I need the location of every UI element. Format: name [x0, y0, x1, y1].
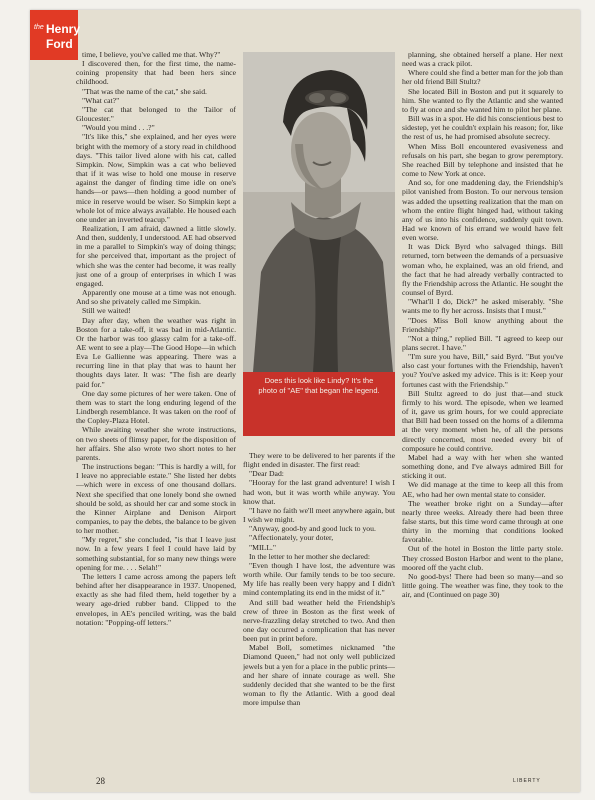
paragraph: "Anyway, good-by and good luck to you.: [249, 524, 376, 534]
paragraph: Where could she find a better man for the job than her old friend Bill Stultz?: [402, 68, 563, 87]
logo-ford: Ford: [46, 37, 73, 51]
paragraph: She located Bill in Boston and put it squarely to him. She wanted to fly the Atlantic and she wanted to fly at once and she wanted him to pilot her plane.: [402, 86, 563, 114]
paragraph: The instructions began: "This is hardly a will, for I leave no appreciable estate." She listed her debts—which were in excess of one thousand dollars. Next she specified that one lonely bond she owned should be sold, as should her car and some stock in the Kinner Airplane and Denison Airport companies, to pay the debts, the balance to be given to her mother.: [76, 462, 236, 536]
aviator-portrait-illustration: [243, 52, 395, 372]
aviator-photo: [243, 52, 395, 372]
text-column-middle: [243, 451, 395, 781]
paragraph: Realization, I am afraid, dawned a little slowly. And then, suddenly, I understood. AE had observed in me a parallel to Simpkin's way of doing things; for she perceived that, important as the project of which she was the center had become, it was really just one of a group of enterprises in which I was engaged.: [76, 223, 236, 288]
paragraph: Day after day, when the weather was right in Boston for a take-off, it was bad in mid-Atlantic. Or the harbor was too glassy calm for a take-off. AE went to see a play—The Good Hope—in which Eva Le Gallienne was appearing. There was a recurring line in that play that was to haunt her thoughts days later. It was: "The fish are dearly paid for.": [76, 315, 236, 389]
paragraph: And still bad weather held the Friendship's crew of three in Boston as the first week of nerve-frazzling delay stretched to two. And then one day occurred a complication that has never been put in print before.: [243, 597, 395, 644]
paragraph: I discovered then, for the first time, the name-coining propensity that had been hers since childhood.: [76, 59, 236, 87]
paragraph: One day some pictures of her were taken. One of them was to start the long enduring legend of the Lindbergh resemblance. It was taken on the roof of the Copley-Plaza Hotel.: [76, 388, 236, 426]
page-number: 28: [96, 776, 105, 786]
paragraph: Mabel Boll, sometimes nicknamed "the Diamond Queen," had not only well publicized jewels but a yen for a place in the public prints—and her share of innate courage as well. She suddenly decided that she wanted to be the first woman to fly the Atlantic. With a good deal more impulse than: [243, 643, 395, 708]
paragraph: Bill Stultz agreed to do just that—and stuck firmly to his word. The episode, when we learned of it, gave us grim hours, for we could appreciate that Bill had been tossed on the horns of a dilemma at the very moment when he, of all the persons directly concerned, most needed every bit of composure he could contrive.: [402, 388, 563, 453]
paragraph: Still we waited!: [82, 306, 131, 316]
paragraph: "My regret," she concluded, "is that I leave just now. In a few years I feel I could have laid by something substantial, for so many new things were opening for me. . . . Selah!": [76, 535, 236, 572]
paragraph: "The cat that belonged to the Tailor of Gloucester.": [76, 104, 236, 124]
paragraph: "Affectionately, your doter,: [249, 533, 334, 543]
paragraph: "Not a thing," replied Bill. "I agreed to keep our plans secret. I have.": [402, 333, 563, 352]
paragraph: No good-bys! There had been so many—and so little going. The weather was fine, they took to the air, and (Continued on page 30): [402, 571, 563, 600]
text-column-left: [76, 50, 236, 772]
paragraph: time, I believe, you've called me that. Why?": [82, 50, 221, 59]
logo-henry: Henry: [46, 22, 81, 36]
paragraph: The weather broke right on a Sunday—after nearly three weeks. Already there had been three false starts, but this time word came through at one thirty in the morning that conditions looked favorable.: [402, 498, 563, 545]
paragraph: While awaiting weather she wrote instructions, on two sheets of flimsy paper, for the disposition of her affairs. She also wrote two short notes to her parents.: [76, 425, 236, 462]
paragraph: When Miss Boll encountered evasiveness and refusals on his part, she began to grow peremptory. She reached Bill by telephone and insisted that he come to New York at once.: [402, 141, 563, 179]
paragraph: We did manage at the time to keep all this from AE, who had her own mental state to consider.: [402, 480, 563, 499]
logo-the: the: [34, 24, 44, 31]
paragraph: "Hooray for the last grand adventure! I wish I had won, but it was worth while anyway. You know that.: [243, 478, 395, 506]
paragraph: It was Dick Byrd who salvaged things. Bill returned, torn between the demands of a persuasive woman who, he explained, was an old friend, and the fact that he had already verbally contracted to fly the Friendship across the Atlantic. He sought the counsel of Byrd.: [402, 242, 563, 298]
magazine-page: [30, 10, 580, 792]
text-column-right: [402, 50, 563, 772]
paragraph: "It's like this," she explained, and her eyes were bright with the memory of a story read in childhood days. "This tailor lived alone with his cat, called Simpkin. Now, Simpkin was a cat who believed that if it was wise to hold one mouse in reserve against the danger of finding time idle on one's hands—or paws—then holding a good number of mice in reserve would be wiser. So Simpkin kept a whole lot of mice always available. He housed each one under an inverted teacup.": [76, 132, 236, 224]
paragraph: "Does Miss Boll know anything about the Friendship?": [402, 315, 563, 334]
paragraph: "I have no faith we'll meet anywhere again, but I wish we might.: [243, 505, 395, 525]
paragraph: "That was the name of the cat," she said.: [82, 86, 207, 96]
caption-line-1: Does this look like Lindy? It's the: [264, 376, 374, 385]
paragraph: "MILL.": [249, 542, 276, 552]
paragraph: Apparently one mouse at a time was not enough. And so she privately called me Simpkin.: [76, 288, 236, 307]
paragraph: "What cat?": [82, 95, 120, 105]
paragraph: The letters I came across among the papers left behind after her disappearance in 1937. Unopened, exactly as she had filed them, held together by a weary age-dried rubber band. Clipped to the envelopes, in AE's penciled writing, was the bald notation: "Popping-off letters.": [76, 571, 236, 627]
paragraph: Out of the hotel in Boston the little party stole. They crossed Boston Harbor and went to the plane, moored off the yacht club.: [402, 544, 563, 572]
paragraph: Bill was in a spot. He did his conscientious best to sidestep, yet he couldn't explain his reason; for, like the rest of us, he had promised absolute secrecy.: [402, 114, 563, 142]
paragraph: Mabel had a way with her when she wanted something done, and I've always admired Bill for sticking it out.: [402, 452, 563, 481]
paragraph: "Even though I have lost, the adventure was worth while. Our family tends to be too secure. My life has really been very happy and I didn't mind contemplating its end in the midst of it.": [243, 560, 395, 598]
paragraph: planning, she obtained herself a plane. Her next need was a crack pilot.: [402, 50, 563, 69]
paragraph: "I'm sure you have, Bill," said Byrd. "But you've also cast your fortunes with the Friendship, haven't you? You've asked my advice. This is it: Keep your fortunes cast with the Friendship.": [402, 352, 563, 389]
caption-line-2: photo of "AE" that began the legend.: [258, 385, 380, 395]
henry-ford-logo: [30, 10, 81, 60]
paragraph: "Dear Dad:: [249, 469, 284, 479]
paragraph: And so, for one maddening day, the Friendship's pilot vanished from Boston. To our nervous tension was added the upsetting realization that the man on whom the entire flight hinged had, without taking any of us into his confidence, suddenly quit town. Had we known of his errand we would have felt even worse.: [402, 178, 563, 243]
paragraph: In the letter to her mother she declared:: [249, 551, 371, 561]
magazine-name: LIBERTY: [513, 778, 541, 784]
paragraph: They were to be delivered to her parents if the flight ended in disaster. The first read:: [243, 451, 395, 470]
paragraph: "Would you mind . . .?": [82, 123, 155, 133]
photo-caption: [243, 372, 395, 436]
paragraph: "What'll I do, Dick?" he asked miserably. "She wants me to fly her across. Insists that I must.": [402, 297, 563, 316]
